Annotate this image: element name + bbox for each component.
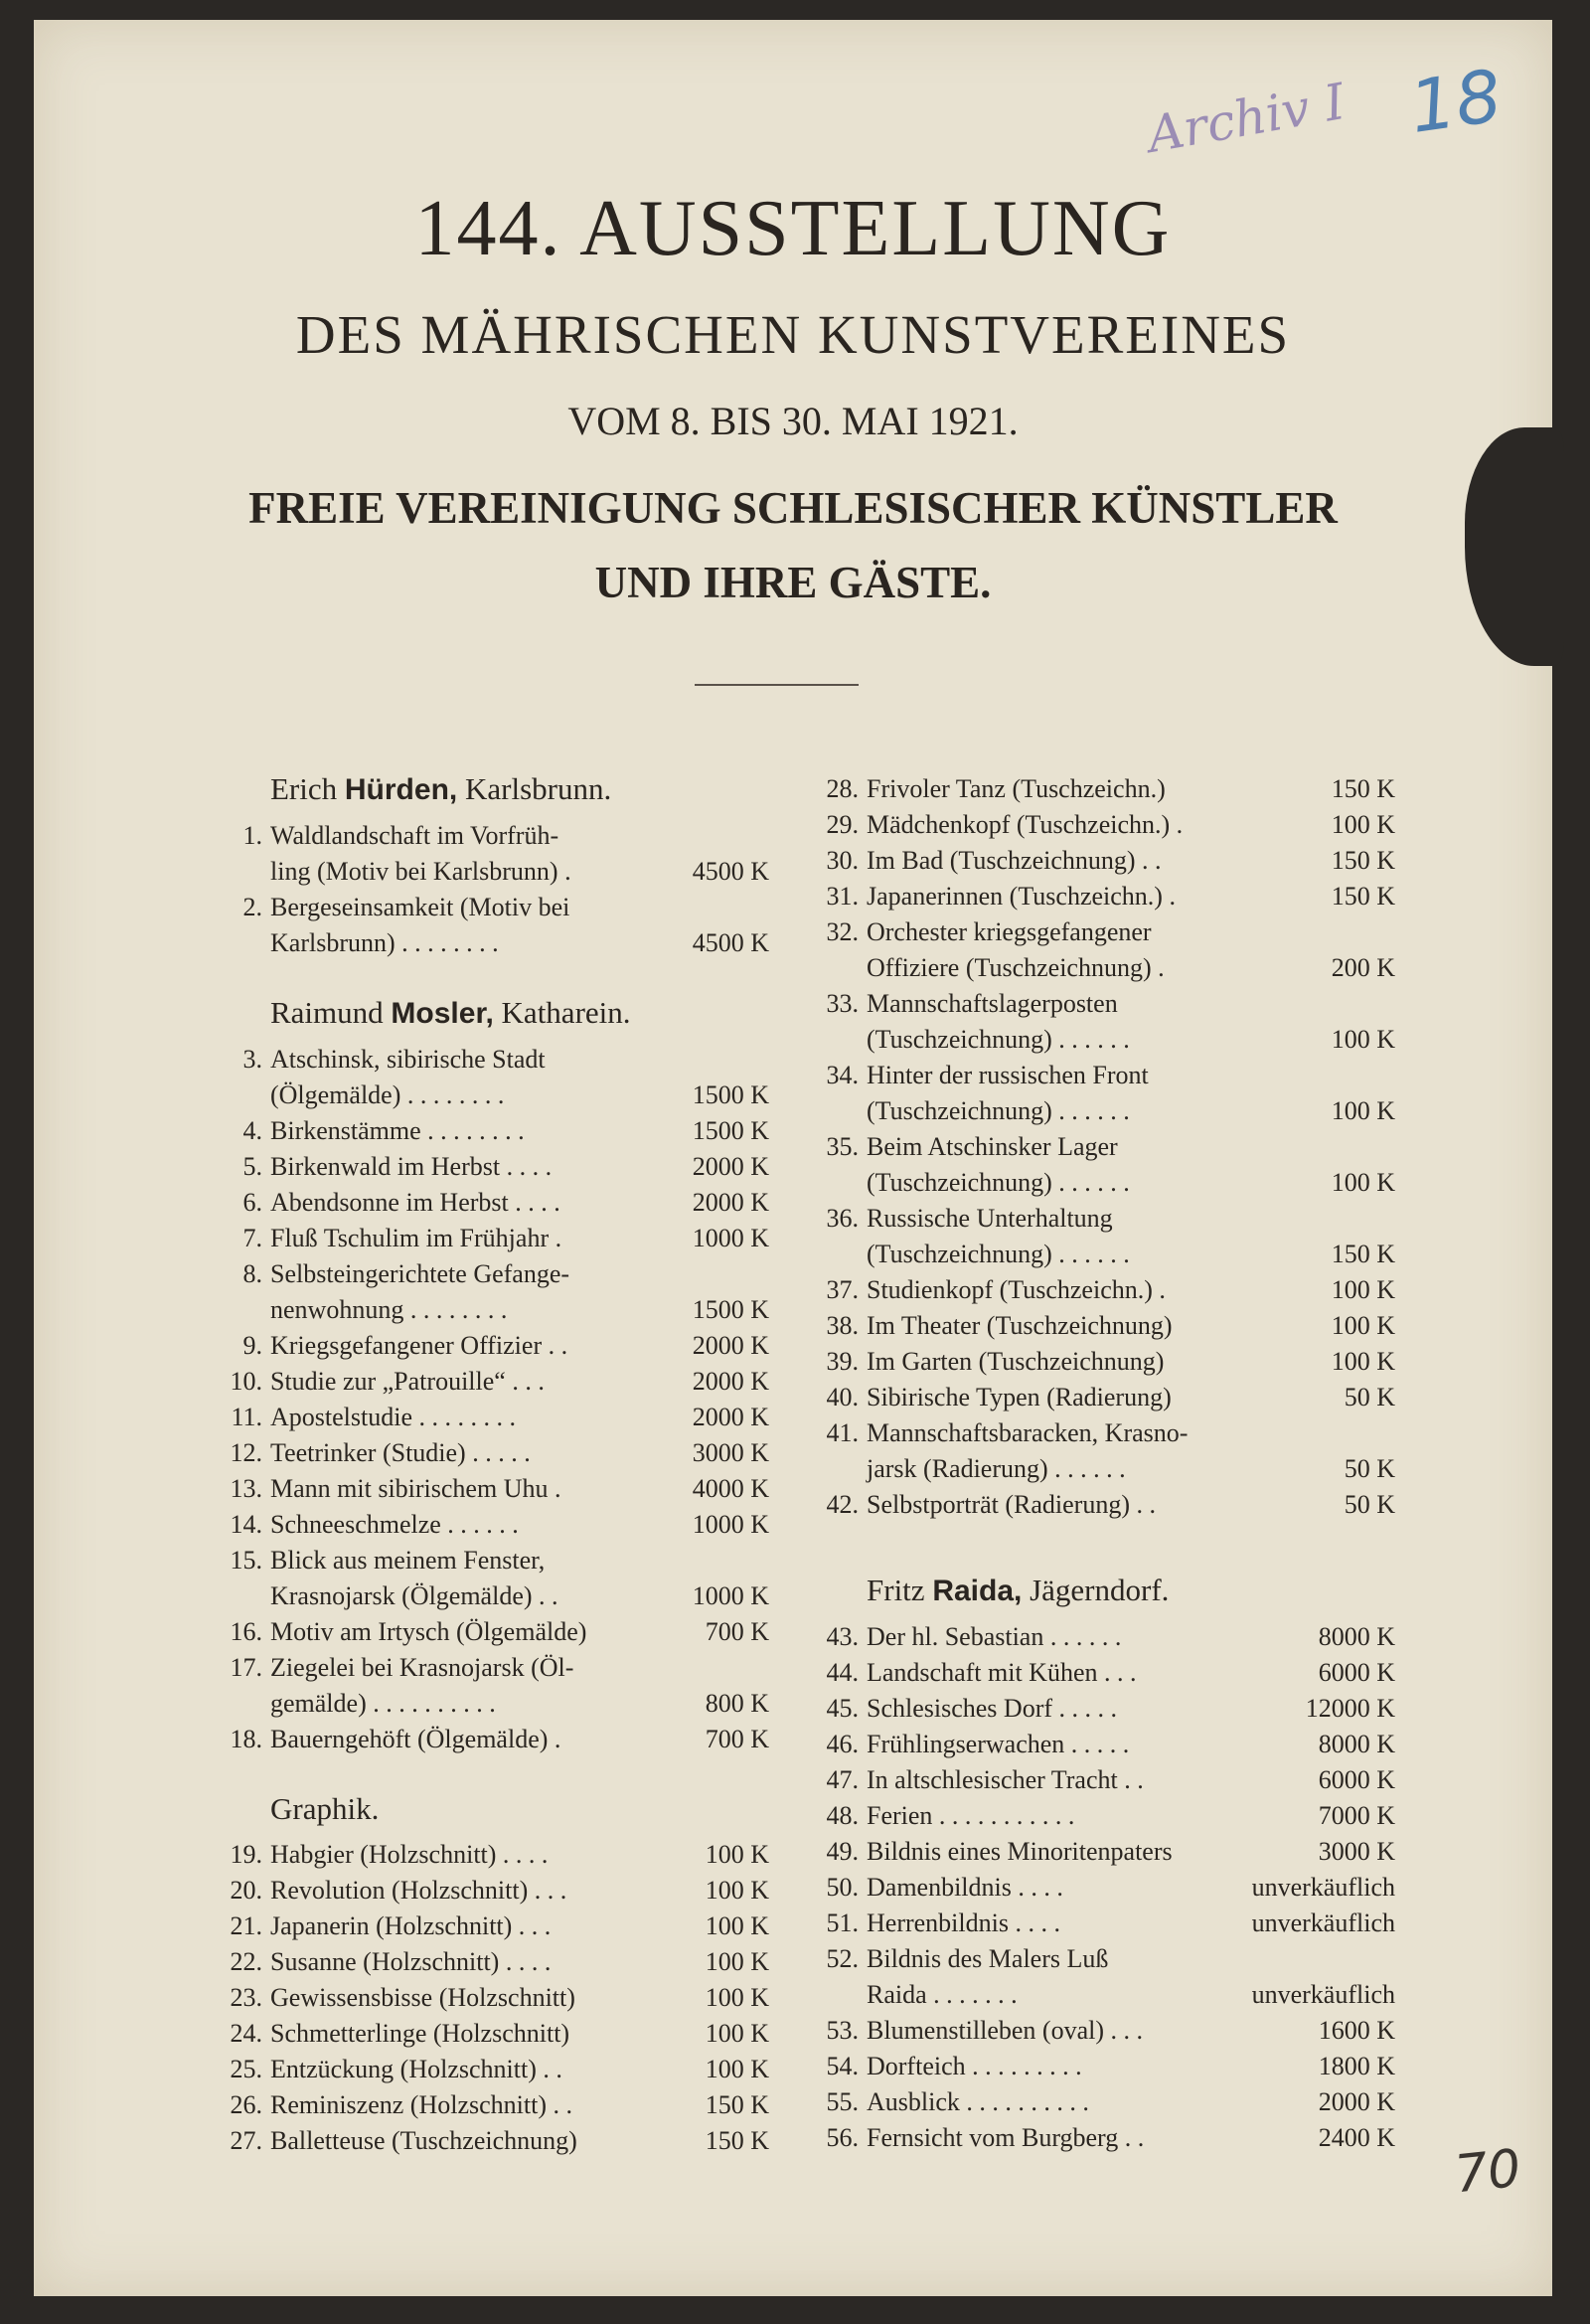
entry-price: 6000 K	[1318, 1658, 1395, 1687]
entry-title: Bildnis eines Minoritenpaters	[867, 1837, 1173, 1866]
catalog-entry	[819, 1619, 1395, 1655]
entry-title-continued: Krasnojarsk (Ölgemälde) . .	[270, 1581, 558, 1610]
entry-title: Kriegsgefangener Offizier . .	[270, 1331, 568, 1360]
catalog-entry	[223, 1980, 769, 2016]
entry-title: Atschinsk, sibirische Stadt	[270, 1045, 546, 1074]
catalog-entry	[819, 807, 1395, 843]
entry-number: 27.	[230, 2126, 262, 2155]
entry-price: 150 K	[705, 2126, 769, 2155]
entry-title: Japanerin (Holzschnitt) . . .	[270, 1911, 552, 1940]
entry-price: unverkäuflich	[1251, 1909, 1395, 1937]
entry-title: Landschaft mit Kühen . . .	[867, 1658, 1137, 1687]
entry-price: 2000 K	[1318, 2087, 1395, 2116]
spacer	[223, 961, 769, 995]
entry-number: 47.	[826, 1765, 859, 1794]
catalog-entry	[819, 1727, 1395, 1762]
entry-title-continued: (Ölgemälde) . . . . . . . .	[270, 1080, 505, 1109]
entry-title: Schmetterlinge (Holzschnitt)	[270, 2019, 570, 2048]
entry-number: 41.	[826, 1418, 859, 1447]
catalog-entry	[819, 914, 1395, 986]
catalog-entry	[223, 1944, 769, 1980]
entry-price: 100 K	[705, 1876, 769, 1905]
entry-number: 16.	[230, 1617, 262, 1646]
entry-title: Im Garten (Tuschzeichnung)	[867, 1347, 1165, 1376]
entry-number: 7.	[242, 1224, 262, 1252]
entry-price: 8000 K	[1318, 1622, 1395, 1651]
catalog-entry	[223, 2016, 769, 2052]
entry-title: Entzückung (Holzschnitt) . .	[270, 2055, 562, 2083]
entry-title: Mannschaftslagerposten	[867, 989, 1118, 1018]
entry-number: 10.	[230, 1367, 262, 1396]
entry-price: 1000 K	[692, 1510, 769, 1539]
catalog-entry	[223, 1185, 769, 1221]
entry-number: 11.	[231, 1403, 262, 1431]
catalog-entry	[819, 1129, 1395, 1201]
entry-price: 1800 K	[1318, 2052, 1395, 2080]
catalog-entry	[819, 879, 1395, 914]
entry-number: 36.	[826, 1204, 859, 1233]
catalog-entry	[223, 1328, 769, 1364]
entry-number: 33.	[826, 989, 859, 1018]
catalog-entry	[223, 2123, 769, 2159]
entry-title-continued: (Tuschzeichnung) . . . . . .	[867, 1096, 1130, 1125]
spacer	[819, 1523, 1395, 1573]
entry-title: Beim Atschinsker Lager	[867, 1132, 1118, 1161]
entry-number: 54.	[826, 2052, 859, 2080]
entry-number: 1.	[242, 821, 262, 850]
entry-number: 21.	[230, 1911, 262, 1940]
entry-title: Dorfteich . . . . . . . . .	[867, 2052, 1082, 2080]
entry-number: 34.	[826, 1061, 859, 1089]
entry-number: 25.	[230, 2055, 262, 2083]
entry-price: 2400 K	[1318, 2123, 1395, 2152]
catalog-entry	[819, 1308, 1395, 1344]
exhibition-dates: VOM 8. BIS 30. MAI 1921.	[567, 399, 1019, 443]
artist-place: Karlsbrunn.	[464, 771, 612, 806]
entry-price: 4500 K	[692, 857, 769, 886]
catalog-entry	[819, 2120, 1395, 2156]
entry-number: 31.	[826, 882, 859, 911]
catalog-entry	[819, 1691, 1395, 1727]
entry-title: Susanne (Holzschnitt) . . . .	[270, 1947, 552, 1976]
entry-number: 4.	[242, 1116, 262, 1145]
entry-title: Damenbildnis . . . .	[867, 1873, 1063, 1902]
left-column	[223, 771, 769, 2159]
entry-price: 3000 K	[692, 1438, 769, 1467]
entry-title: Bauerngehöft (Ölgemälde) .	[270, 1725, 561, 1753]
entry-price: 2000 K	[692, 1331, 769, 1360]
entry-number: 28.	[826, 774, 859, 803]
artist-heading	[270, 995, 769, 1032]
artist-first-name: Fritz	[867, 1573, 925, 1607]
section-heading-graphik: Graphik.	[270, 1791, 380, 1826]
entry-price: 2000 K	[692, 1188, 769, 1217]
catalog-entry	[819, 2013, 1395, 2049]
entry-title: Sibirische Typen (Radierung)	[867, 1383, 1172, 1411]
entry-number: 13.	[230, 1474, 262, 1503]
catalog-entry	[819, 1201, 1395, 1272]
entry-number: 9.	[242, 1331, 262, 1360]
entry-price: 100 K	[1331, 810, 1395, 839]
entry-number: 17.	[230, 1653, 262, 1682]
catalog-entry	[223, 1149, 769, 1185]
entry-title-continued: nenwohnung . . . . . . . .	[270, 1295, 508, 1324]
entry-title: Ausblick . . . . . . . . . .	[867, 2087, 1089, 2116]
artist-heading	[270, 771, 769, 808]
entry-price: 700 K	[705, 1725, 769, 1753]
spacer	[223, 1757, 769, 1791]
entry-title: Selbsteingerichtete Gefange-	[270, 1259, 570, 1288]
catalog-entry	[819, 986, 1395, 1058]
entry-title: Bergeseinsamkeit (Motiv bei	[270, 893, 570, 921]
entry-number: 49.	[826, 1837, 859, 1866]
archive-handwritten-number: 18	[1404, 54, 1508, 149]
catalog-entry	[223, 1042, 769, 1113]
entry-price: 700 K	[705, 1617, 769, 1646]
catalog-entry	[223, 1221, 769, 1256]
entry-price: 150 K	[1331, 1240, 1395, 1268]
entry-title: Ziegelei bei Krasnojarsk (Öl-	[270, 1653, 574, 1682]
entry-title: Balletteuse (Tuschzeichnung)	[270, 2126, 577, 2155]
catalog-entry	[819, 1906, 1395, 1941]
entry-number: 39.	[826, 1347, 859, 1376]
entry-number: 12.	[230, 1438, 262, 1467]
catalog-entry	[223, 1873, 769, 1909]
entry-title: Waldlandschaft im Vorfrüh-	[270, 821, 559, 850]
entry-price: 6000 K	[1318, 1765, 1395, 1794]
catalog-entry	[223, 1650, 769, 1722]
catalog-entry	[819, 1655, 1395, 1691]
catalog-entry	[223, 2052, 769, 2087]
entry-title: Ferien . . . . . . . . . . .	[867, 1801, 1075, 1830]
entry-number: 5.	[242, 1152, 262, 1181]
entry-title: Reminiszenz (Holzschnitt) . .	[270, 2090, 572, 2119]
entry-price: 100 K	[1331, 1311, 1395, 1340]
entry-title: Studie zur „Patrouille“ . . .	[270, 1367, 545, 1396]
entry-number: 50.	[826, 1873, 859, 1902]
entry-title-continued: ling (Motiv bei Karlsbrunn) .	[270, 857, 571, 886]
entry-title: Abendsonne im Herbst . . . .	[270, 1188, 560, 1217]
entry-number: 14.	[230, 1510, 262, 1539]
entry-title-continued: Karlsbrunn) . . . . . . . .	[270, 928, 499, 957]
entry-price: 1500 K	[692, 1116, 769, 1145]
entry-price: 2000 K	[692, 1367, 769, 1396]
entry-title: Bildnis des Malers Luß	[867, 1944, 1109, 1973]
catalog-page	[34, 20, 1552, 2296]
entry-title: Studienkopf (Tuschzeichn.) .	[867, 1275, 1166, 1304]
catalog-entry	[223, 1435, 769, 1471]
entry-price: 1600 K	[1318, 2016, 1395, 2045]
catalog-entry	[819, 2049, 1395, 2084]
entry-title: Gewissensbisse (Holzschnitt)	[270, 1983, 575, 2012]
entry-price: 100 K	[705, 1911, 769, 1940]
entry-number: 42.	[826, 1490, 859, 1519]
entry-number: 44.	[826, 1658, 859, 1687]
entry-number: 19.	[230, 1840, 262, 1869]
entry-title: Blick aus meinem Fenster,	[270, 1546, 546, 1575]
entry-price: 150 K	[705, 2090, 769, 2119]
entry-number: 40.	[826, 1383, 859, 1411]
entry-price: 4500 K	[692, 928, 769, 957]
entry-price: unverkäuflich	[1251, 1980, 1395, 2009]
entry-number: 37.	[826, 1275, 859, 1304]
entry-number: 23.	[230, 1983, 262, 2012]
entry-title: Teetrinker (Studie) . . . . .	[270, 1438, 531, 1467]
entry-price: 100 K	[705, 1983, 769, 2012]
entry-price: 50 K	[1344, 1490, 1395, 1519]
entry-number: 8.	[242, 1259, 262, 1288]
entry-title: Birkenstämme . . . . . . . .	[270, 1116, 525, 1145]
catalog-entry	[819, 843, 1395, 879]
entry-number: 32.	[826, 917, 859, 946]
artist-place: Katharein.	[501, 995, 631, 1030]
entry-number: 45.	[826, 1694, 859, 1723]
entry-title: Birkenwald im Herbst . . . .	[270, 1152, 553, 1181]
entry-price: 150 K	[1331, 882, 1395, 911]
catalog-entry	[223, 1113, 769, 1149]
catalog-entry	[223, 818, 769, 890]
catalog-entry	[819, 2084, 1395, 2120]
catalog-entry	[223, 1614, 769, 1650]
entry-price: 100 K	[1331, 1025, 1395, 1054]
entry-number: 6.	[242, 1188, 262, 1217]
entry-number: 43.	[826, 1622, 859, 1651]
entry-title: Blumenstilleben (oval) . . .	[867, 2016, 1144, 2045]
entry-title: Mann mit sibirischem Uhu .	[270, 1474, 561, 1503]
catalog-entry	[223, 1507, 769, 1543]
entry-title: Herrenbildnis . . . .	[867, 1909, 1060, 1937]
entry-title: Schneeschmelze . . . . . .	[270, 1510, 519, 1539]
entry-price: 100 K	[1331, 1168, 1395, 1197]
catalog-entry	[819, 1415, 1395, 1487]
entry-price: 200 K	[1331, 953, 1395, 982]
divider-rule	[695, 684, 859, 686]
catalog-entry	[223, 890, 769, 961]
entry-price: 800 K	[705, 1689, 769, 1718]
entry-title: In altschlesischer Tracht . .	[867, 1765, 1144, 1794]
exhibition-subtitle: DES MÄHRISCHEN KUNSTVEREINES	[295, 304, 1291, 365]
entry-price: 100 K	[1331, 1096, 1395, 1125]
catalog-entry	[819, 1834, 1395, 1870]
entry-number: 38.	[826, 1311, 859, 1340]
entry-price: 3000 K	[1318, 1837, 1395, 1866]
exhibition-title: 144. AUSSTELLUNG	[414, 185, 1172, 272]
entry-number: 52.	[826, 1944, 859, 1973]
entry-title: Selbstporträt (Radierung) . .	[867, 1490, 1156, 1519]
catalog-entry	[223, 1722, 769, 1757]
entry-price: 100 K	[705, 1947, 769, 1976]
entry-title: Frivoler Tanz (Tuschzeichn.)	[867, 774, 1166, 803]
entry-price: 100 K	[705, 2019, 769, 2048]
entry-number: 30.	[826, 846, 859, 875]
entry-number: 48.	[826, 1801, 859, 1830]
entry-price: 150 K	[1331, 846, 1395, 875]
catalog-entry	[819, 1272, 1395, 1308]
entry-price: 7000 K	[1318, 1801, 1395, 1830]
entry-number: 15.	[230, 1546, 262, 1575]
entry-title: Habgier (Holzschnitt) . . . .	[270, 1840, 549, 1869]
entry-number: 53.	[826, 2016, 859, 2045]
entry-price: 100 K	[1331, 1275, 1395, 1304]
artist-first-name: Raimund	[270, 995, 384, 1030]
catalog-entry	[819, 1344, 1395, 1380]
catalog-entry	[819, 1941, 1395, 2013]
group-title-line2: UND IHRE GÄSTE.	[594, 558, 992, 607]
entry-title: Motiv am Irtysch (Ölgemälde)	[270, 1617, 587, 1646]
catalog-entry	[223, 1256, 769, 1328]
entry-title-continued: (Tuschzeichnung) . . . . . .	[867, 1025, 1130, 1054]
entry-number: 29.	[826, 810, 859, 839]
entry-title-continued: (Tuschzeichnung) . . . . . .	[867, 1240, 1130, 1268]
entry-number: 35.	[826, 1132, 859, 1161]
entry-price: 2000 K	[692, 1403, 769, 1431]
catalog-entry	[223, 1400, 769, 1435]
catalog-entry	[223, 1364, 769, 1400]
entry-title: Revolution (Holzschnitt) . . .	[270, 1876, 567, 1905]
entry-price: 50 K	[1344, 1454, 1395, 1483]
artist-heading	[867, 1573, 1395, 1609]
catalog-entry	[223, 1837, 769, 1873]
entry-title: Hinter der russischen Front	[867, 1061, 1149, 1089]
artist-surname: Mosler,	[391, 997, 494, 1030]
artist-place: Jägerndorf.	[1030, 1573, 1170, 1607]
artist-surname: Hürden,	[344, 773, 458, 806]
entry-title: Mädchenkopf (Tuschzeichn.) .	[867, 810, 1184, 839]
artist-surname: Raida,	[932, 1575, 1023, 1607]
entry-number: 56.	[826, 2123, 859, 2152]
right-column	[819, 771, 1395, 2156]
entry-number: 55.	[826, 2087, 859, 2116]
entry-title-continued: Offiziere (Tuschzeichnung) .	[867, 953, 1165, 982]
entry-number: 22.	[230, 1947, 262, 1976]
entry-price: 2000 K	[692, 1152, 769, 1181]
entry-title: Frühlingserwachen . . . . .	[867, 1730, 1130, 1758]
entry-title-continued: (Tuschzeichnung) . . . . . .	[867, 1168, 1130, 1197]
entry-price: 100 K	[705, 2055, 769, 2083]
entry-title: Im Bad (Tuschzeichnung) . .	[867, 846, 1162, 875]
entry-title: Fluß Tschulim im Frühjahr .	[270, 1224, 562, 1252]
entry-title: Im Theater (Tuschzeichnung)	[867, 1311, 1173, 1340]
catalog-entry	[819, 1380, 1395, 1415]
entry-number: 3.	[242, 1045, 262, 1074]
entry-number: 46.	[826, 1730, 859, 1758]
entry-title: Schlesisches Dorf . . . . .	[867, 1694, 1118, 1723]
handwritten-page-number: 70	[1452, 2138, 1524, 2206]
catalog-entry	[223, 1909, 769, 1944]
entry-title: Orchester kriegsgefangener	[867, 917, 1152, 946]
group-title-line1: FREIE VEREINIGUNG SCHLESISCHER KÜNSTLER	[248, 483, 1338, 533]
entry-price: 8000 K	[1318, 1730, 1395, 1758]
entry-title: Apostelstudie . . . . . . . .	[270, 1403, 516, 1431]
entry-price: 100 K	[1331, 1347, 1395, 1376]
entry-price: 100 K	[705, 1840, 769, 1869]
entry-title: Fernsicht vom Burgberg . .	[867, 2123, 1145, 2152]
torn-edge	[1465, 427, 1564, 666]
artist-first-name: Erich	[270, 771, 338, 806]
entry-title: Mannschaftsbaracken, Krasno-	[867, 1418, 1189, 1447]
entry-title: Russische Unterhaltung	[867, 1204, 1113, 1233]
entry-price: 1000 K	[692, 1224, 769, 1252]
entry-number: 2.	[242, 893, 262, 921]
catalog-entry	[223, 1543, 769, 1614]
entry-title-continued: gemälde) . . . . . . . . . .	[270, 1689, 496, 1718]
catalog-entry	[819, 1762, 1395, 1798]
entry-price: 150 K	[1331, 774, 1395, 803]
catalog-entry	[819, 1870, 1395, 1906]
catalog-entry	[819, 1058, 1395, 1129]
catalog-entry	[223, 2087, 769, 2123]
entry-price: unverkäuflich	[1251, 1873, 1395, 1902]
catalog-entry	[223, 1471, 769, 1507]
entry-price: 4000 K	[692, 1474, 769, 1503]
archive-handwritten-note: Archiv I	[1143, 73, 1350, 164]
entry-title-continued: jarsk (Radierung) . . . . . .	[867, 1454, 1126, 1483]
catalog-entry	[819, 1798, 1395, 1834]
entry-number: 26.	[230, 2090, 262, 2119]
entry-title: Japanerinnen (Tuschzeichn.) .	[867, 882, 1176, 911]
entry-number: 18.	[230, 1725, 262, 1753]
entry-title-continued: Raida . . . . . . .	[867, 1980, 1018, 2009]
entry-title: Der hl. Sebastian . . . . . .	[867, 1622, 1122, 1651]
entry-price: 1000 K	[692, 1581, 769, 1610]
entry-price: 1500 K	[692, 1080, 769, 1109]
catalog-entry	[819, 1487, 1395, 1523]
entry-number: 51.	[826, 1909, 859, 1937]
entry-price: 12000 K	[1305, 1694, 1395, 1723]
entry-number: 24.	[230, 2019, 262, 2048]
entry-number: 20.	[230, 1876, 262, 1905]
entry-price: 50 K	[1344, 1383, 1395, 1411]
entry-price: 1500 K	[692, 1295, 769, 1324]
catalog-entry	[819, 771, 1395, 807]
